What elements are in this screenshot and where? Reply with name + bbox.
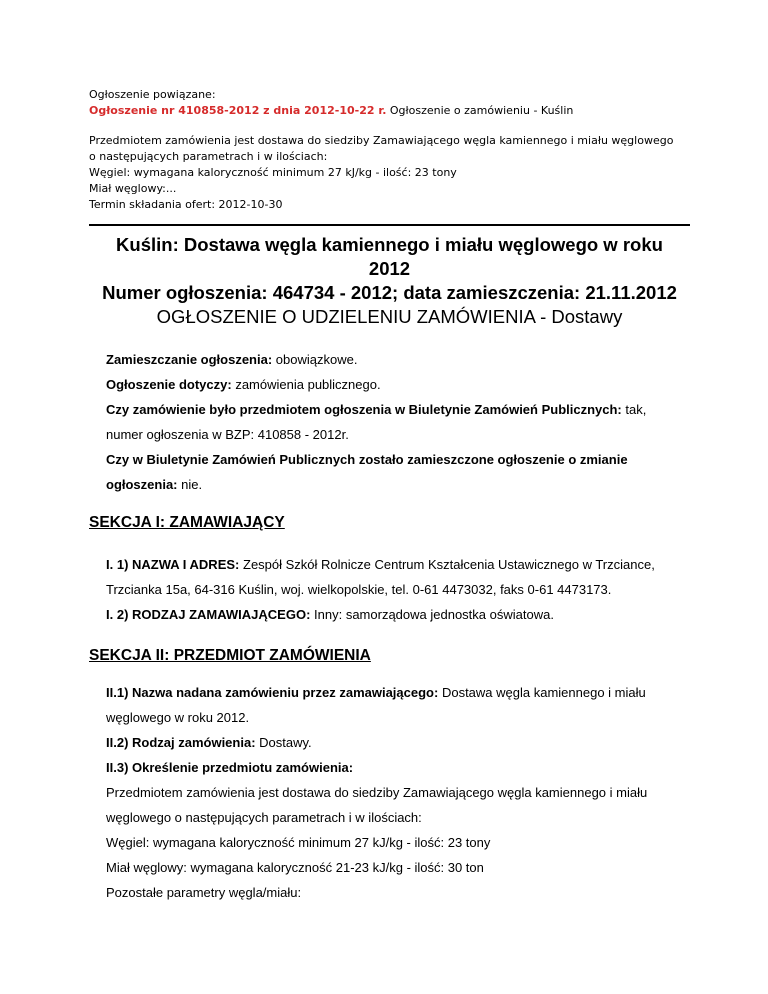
related-link-suffix: Ogłoszenie o zamówieniu - Kuślin	[389, 104, 574, 117]
change-value: nie.	[181, 477, 203, 492]
notice-type: OGŁOSZENIE O UDZIELENIU ZAMÓWIENIA - Dostawy	[156, 306, 623, 327]
intro-block	[106, 347, 690, 497]
section2-name-cont: węglowego w roku 2012.	[106, 710, 250, 725]
section2-block	[106, 680, 690, 905]
bzp-label: Czy zamówienie było przedmiotem ogłoszenia w Biuletynie Zamówień Publicznych:	[106, 402, 622, 417]
section2-kind-label: II.2) Rodzaj zamówienia:	[106, 735, 256, 750]
summary-line: o następujących parametrach i w ilościach:	[89, 150, 328, 163]
change-label-2: ogłoszenia:	[106, 477, 178, 492]
summary-deadline: Termin składania ofert: 2012-10-30	[89, 198, 283, 211]
section2-kind-row	[106, 730, 690, 755]
section2-desc-line: Węgiel: wymagana kaloryczność minimum 27 kJ/kg - ilość: 23 tony	[106, 835, 491, 850]
concerns-value: zamówienia publicznego.	[235, 377, 381, 392]
bzp-number: numer ogłoszenia w BZP: 410858 - 2012r.	[106, 427, 349, 442]
change-label-row	[106, 447, 690, 472]
notice-header	[89, 233, 690, 329]
related-notice	[89, 87, 689, 119]
section2-name-row	[106, 680, 690, 705]
related-label: Ogłoszenie powiązane:	[89, 88, 216, 101]
section1-type-row	[106, 602, 690, 627]
related-line	[89, 103, 689, 119]
section2-desc-line: węglowego o następujących parametrach i w ilościach:	[106, 810, 422, 825]
section1-block	[106, 552, 690, 627]
section2-desc-line: Miał węglowy: wymagana kaloryczność 21-23 kJ/kg - ilość: 30 ton	[106, 860, 484, 875]
summary-line: Przedmiotem zamówienia jest dostawa do siedziby Zamawiającego węgla kamiennego i miału węglowego	[89, 134, 674, 147]
section1-name-value: Zespół Szkół Rolnicze Centrum Kształcenia Ustawicznego w Trzciance,	[243, 557, 655, 572]
summary-line: Miał węglowy:...	[89, 182, 177, 195]
change-label-1: Czy w Biuletynie Zamówień Publicznych zostało zamieszczone ogłoszenie o zmianie	[106, 452, 628, 467]
posting-row	[106, 347, 690, 372]
horizontal-divider	[89, 224, 690, 226]
section2-heading: SEKCJA II: PRZEDMIOT ZAMÓWIENIA	[89, 647, 371, 664]
section1-heading: SEKCJA I: ZAMAWIAJĄCY	[89, 514, 285, 531]
section2-desc-line: Przedmiotem zamówienia jest dostawa do siedziby Zamawiającego węgla kamiennego i miału	[106, 785, 648, 800]
change-row	[106, 472, 690, 497]
section1-name-label: I. 1) NAZWA I ADRES:	[106, 557, 240, 572]
concerns-label: Ogłoszenie dotyczy:	[106, 377, 232, 392]
bzp-value: tak,	[625, 402, 647, 417]
section2-kind-value: Dostawy.	[259, 735, 312, 750]
section2-desc-label: II.3) Określenie przedmiotu zamówienia:	[106, 760, 354, 775]
section1-type-value: Inny: samorządowa jednostka oświatowa.	[314, 607, 554, 622]
section1-address: Trzcianka 15a, 64-316 Kuślin, woj. wielkopolskie, tel. 0-61 4473032, faks 0-61 4473173.	[106, 582, 612, 597]
notice-summary	[89, 133, 689, 213]
notice-title-line2: 2012	[368, 258, 411, 279]
related-notice-link[interactable]: Ogłoszenie nr 410858-2012 z dnia 2012-10-22 r.	[89, 104, 387, 117]
section2-desc-line: Pozostałe parametry węgla/miału:	[106, 885, 302, 900]
summary-line: Węgiel: wymagana kaloryczność minimum 27 kJ/kg - ilość: 23 tony	[89, 166, 457, 179]
posting-label: Zamieszczanie ogłoszenia:	[106, 352, 273, 367]
notice-number-line: Numer ogłoszenia: 464734 - 2012; data zamieszczenia: 21.11.2012	[102, 282, 677, 303]
section2-desc-row	[106, 755, 690, 780]
bzp-row	[106, 397, 690, 422]
section1-type-label: I. 2) RODZAJ ZAMAWIAJĄCEGO:	[106, 607, 311, 622]
posting-value: obowiązkowe.	[275, 352, 358, 367]
section1-name-row	[106, 552, 690, 577]
concerns-row	[106, 372, 690, 397]
section2-name-value: Dostawa węgla kamiennego i miału	[441, 685, 646, 700]
section2-name-label: II.1) Nazwa nadana zamówieniu przez zamawiającego:	[106, 685, 439, 700]
notice-title-line1: Kuślin: Dostawa węgla kamiennego i miału węglowego w roku	[116, 234, 663, 255]
